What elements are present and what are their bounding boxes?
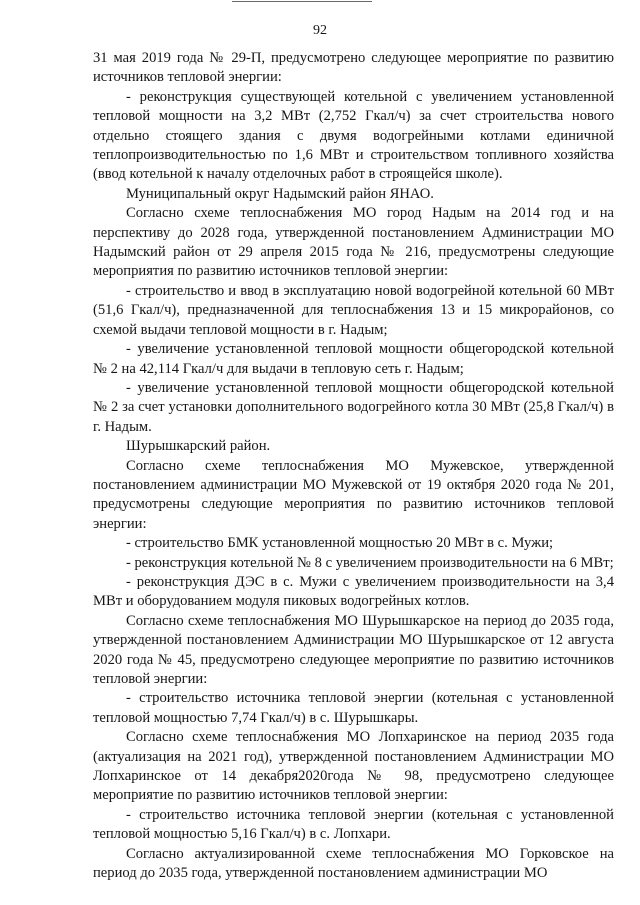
paragraph-continuation: 31 мая 2019 года № 29-П, предусмотрено следующее мероприятие по развитию источников тепловой энергии: bbox=[93, 50, 614, 86]
list-item-lopkhari-source: - строительство источника тепловой энергии (котельная с установленной тепловой мощностью 5,16 Гкал/ч) в с. Лопхари. bbox=[93, 806, 614, 843]
paragraph-boiler-reconstruction: - реконструкция существующей котельной с увеличением установленной тепловой мощности на 3,2 МВт (2,752 Гкал/ч) за счет строительства нового отдельно стоящего здания с двумя водогрейными котлами единичной теплопроизводительностью по 1,6 МВт и строительством топливного хозяйства (ввод котельной к началу отделочных работ в строящейся школе). bbox=[93, 88, 614, 183]
paragraph-gorkovskoe-scheme: Согласно актуализированной схеме теплоснабжения МО Горковское на период до 2035 года, утвержденной постановлением администрации МО bbox=[93, 845, 614, 882]
list-item-new-boiler-60mw: - строительство и ввод в эксплуатацию новой водогрейной котельной 60 МВт (51,6 Гкал/ч), предназначенной для теплоснабжения 13 и 15 микрорайонов, со схемой выдачи тепловой мощности в г. Надым; bbox=[93, 282, 614, 338]
list-item-des-muzhi: - реконструкция ДЭС в с. Мужи с увеличением производительности на 3,4 МВт и оборудованием модуля пиковых водогрейных котлов. bbox=[93, 573, 614, 610]
text-body bbox=[93, 49, 614, 883]
heading-nadym-district: Муниципальный округ Надымский район ЯНАО. bbox=[126, 185, 434, 202]
paragraph-shuryshkarskoe-scheme: Согласно схеме теплоснабжения МО Шурышкарское на период до 2035 года, утвержденной постановлением Администрации МО Шурышкарское от 12 августа 2020 года № 45, предусмотрено следующее мероприятие по развитию источников тепловой энергии: bbox=[93, 612, 614, 687]
list-item-bmk-muzhi: - строительство БМК установленной мощностью 20 МВт в с. Мужи; bbox=[126, 535, 554, 552]
list-item-boiler-2-increase: - увеличение установленной тепловой мощности общегородской котельной № 2 на 42,114 Гкал/ч для выдачи в тепловую сеть г. Надым; bbox=[93, 341, 614, 377]
list-item-boiler-2-additional: - увеличение установленной тепловой мощности общегородской котельной № 2 за счет установки дополнительного водогрейного котла 30 МВт (25,8 Гкал/ч) в г. Надым. bbox=[93, 379, 614, 435]
list-item-boiler-8: - реконструкция котельной № 8 с увеличением производительности на 6 МВт; bbox=[126, 554, 614, 571]
paragraph-lopkharinskoe-scheme: Согласно схеме теплоснабжения МО Лопхаринское на период 2035 года (актуализация на 2021 год), утвержденной постановлением Администрации МО Лопхаринское от 14 декабря2020года № 98, предусмотрено следующее мероприятие по развитию источников тепловой энергии: bbox=[93, 729, 614, 804]
paragraph-muzhevskoe-scheme: Согласно схеме теплоснабжения МО Мужевское, утвержденной постановлением администрации МО Мужевской от 19 октября 2020 года № 201, предусмотрены следующие мероприятия по развитию источников тепловой энергии: bbox=[93, 457, 614, 532]
top-rule bbox=[232, 1, 372, 2]
list-item-shuryshkary-source: - строительство источника тепловой энергии (котельная с установленной тепловой мощностью 7,74 Гкал/ч) в с. Шурышкары. bbox=[93, 690, 614, 726]
paragraph-nadym-scheme: Согласно схеме теплоснабжения МО город Надым на 2014 год и на перспективу до 2028 года, утвержденной постановлением Администрации МО Надымский район от 29 апреля 2015 года № 216, предусмотрены следующие мероприятия по развитию источников тепловой энергии: bbox=[93, 205, 614, 280]
heading-shuryshkar-district: Шурышкарский район. bbox=[126, 438, 271, 455]
page-number: 92 bbox=[313, 23, 327, 38]
